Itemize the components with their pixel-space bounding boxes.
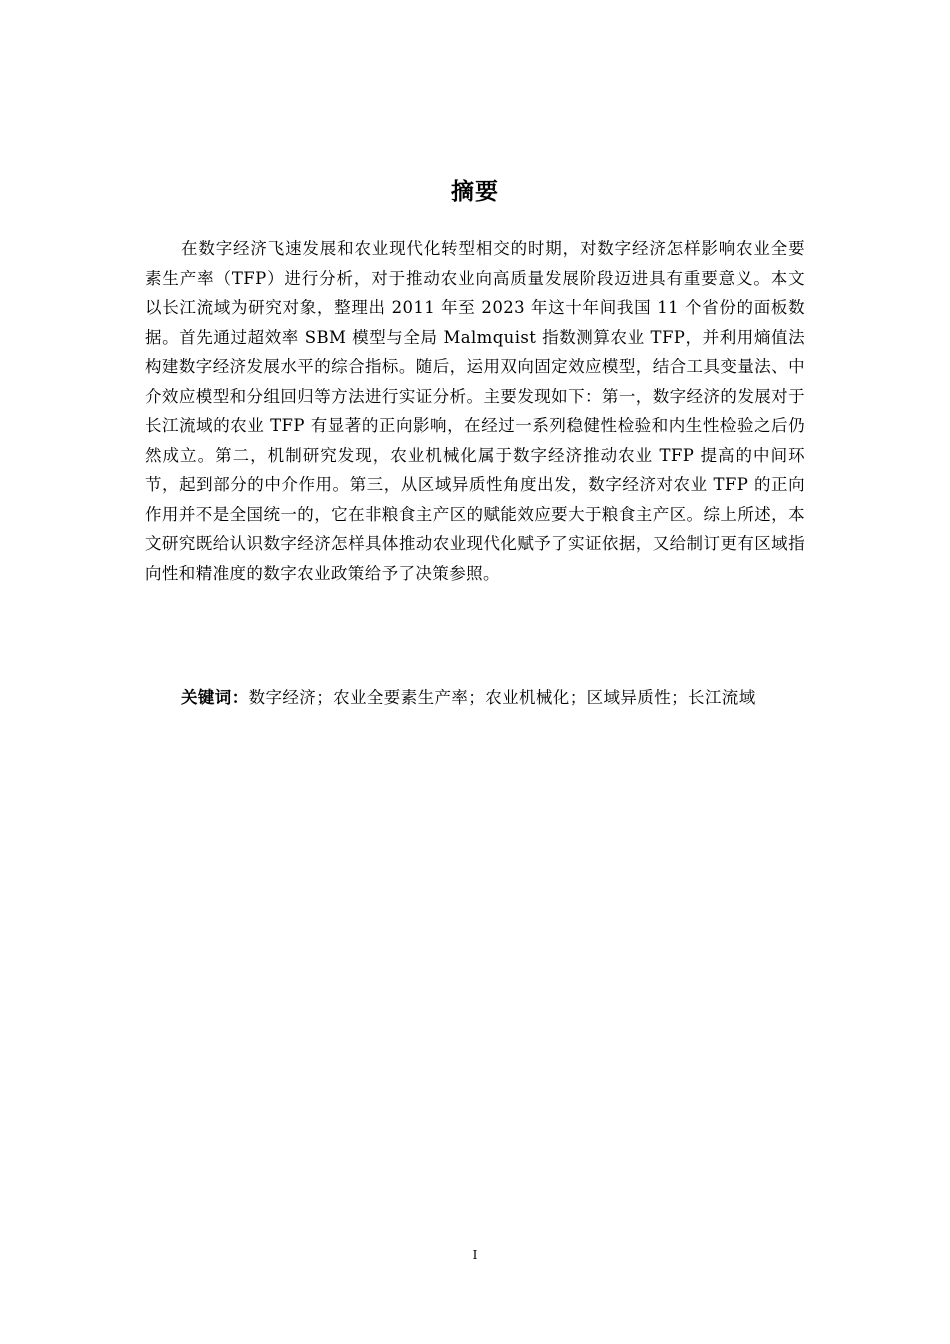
keywords-label: 关键词： [181,688,249,707]
keywords-paragraph [145,683,805,713]
keywords-list: 数字经济；农业全要素生产率；农业机械化；区域异质性；长江流域 [248,688,756,707]
page-title: 摘要 [451,179,499,205]
page-number: I [472,1248,478,1262]
abstract-paragraph: 在数字经济飞速发展和农业现代化转型相交的时期，对数字经济怎样影响农业全要素生产率（TFP）进行分析，对于推动农业向高质量发展阶段迈进具有重要意义。本文以长江流域为研究对象，整理出 2011 年至 2023 年这十年间我国 11 个省份的面板数据。首先通过超效率 SBM 模型与全局 Malmquist 指数测算农业 TFP，并利用熵值法构建数字经济发展水平的综合指标。随后，运用双向固定效应模型，结合工具变量法、中介效应模型和分组回归等方法进行实证分析。主要发现如下：第一，数字经济的发展对于长江流域的农业 TFP 有显著的正向影响，在经过一系列稳健性检验和内生性检验之后仍然成立。第二，机制研究发现，农业机械化属于数字经济推动农业 TFP 提高的中间环节，起到部分的中介作用。第三，从区域异质性角度出发，数字经济对农业 TFP 的正向作用并不是全国统一的，它在非粮食主产区的赋能效应要大于粮食主产区。综上所述，本文研究既给认识数字经济怎样具体推动农业现代化赋予了实证依据，又给制订更有区域指向性和精准度的数字农业政策给予了决策参照。 [145,239,805,583]
